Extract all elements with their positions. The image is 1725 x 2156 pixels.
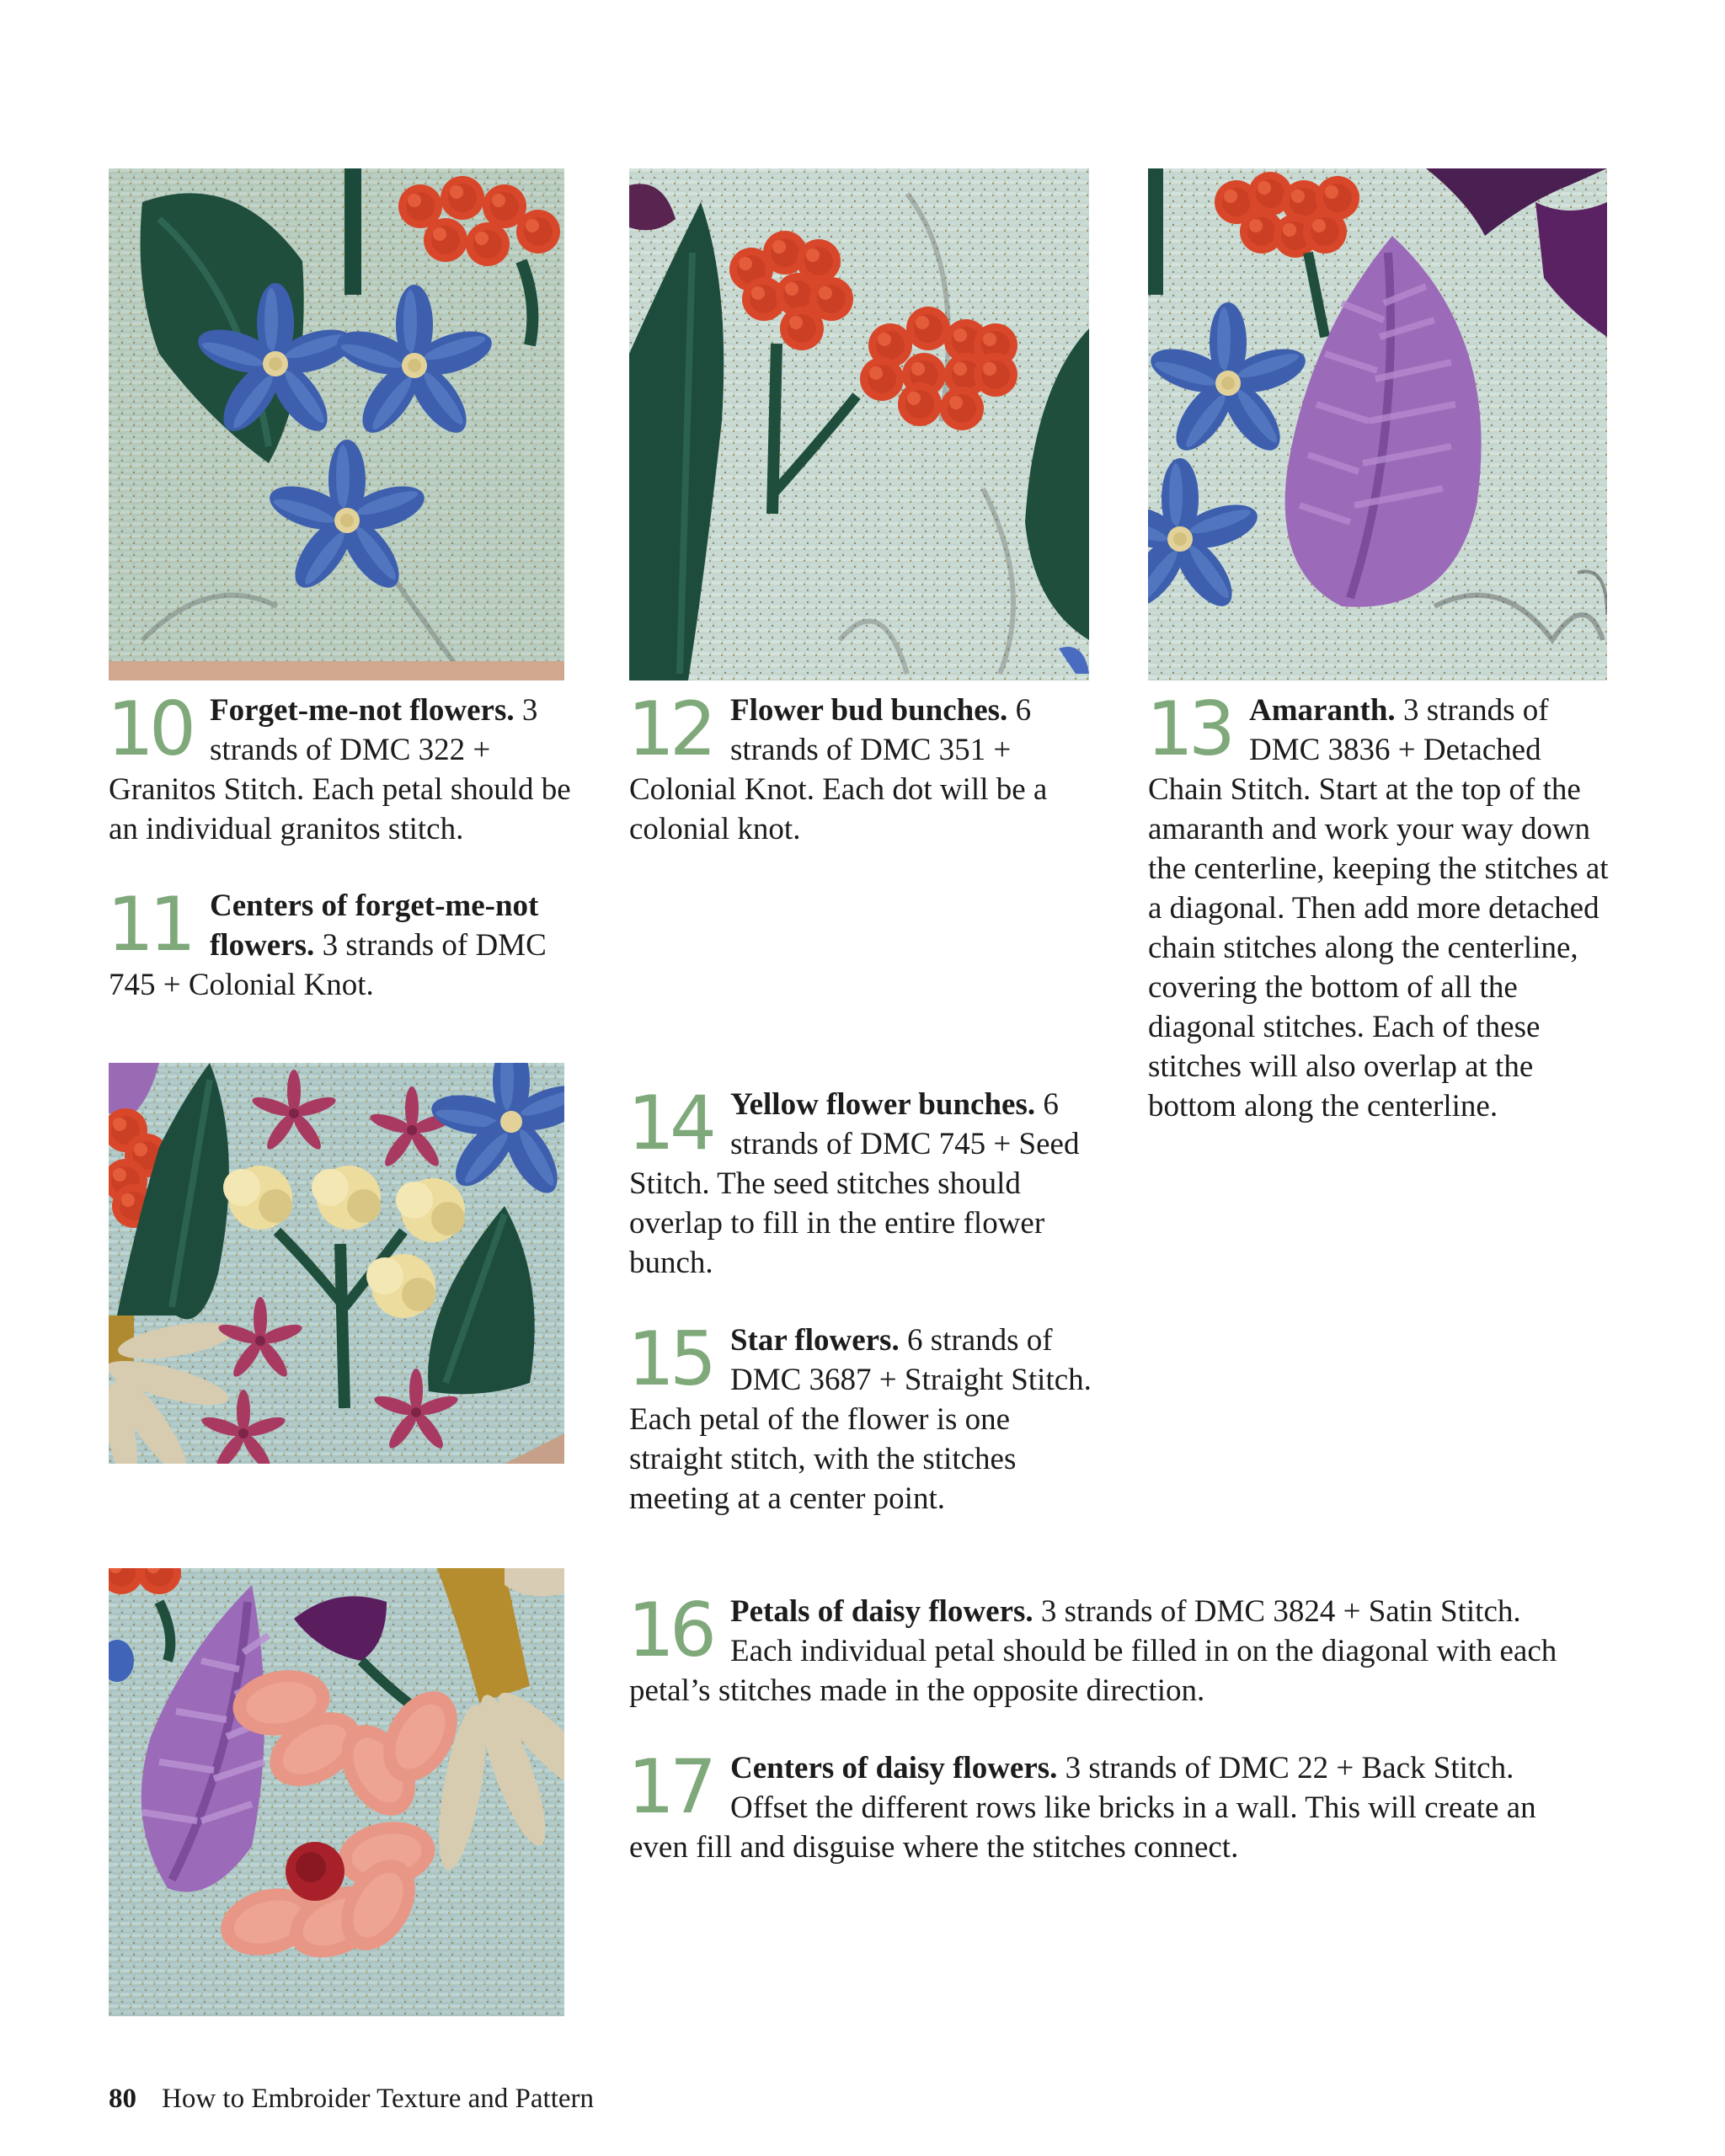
step-title: Amaranth. (1248, 693, 1396, 728)
step-title: Forget-me-not flowers. (209, 693, 515, 728)
step-text: 3 strands of DMC 3836 + Detached Chain Stitch. Start at the top of the amaranth and work your way down the centerline, keeping the stitches at a diagonal. Then add more detached chain stitches along the centerline, covering the bottom of all the diagonal stitches. Each of these stitches will also overlap at the bottom along the centerline. (1148, 693, 1609, 1123)
page-number: 80 (109, 2084, 136, 2114)
step-title: Flower bud bunches. (729, 693, 1008, 728)
running-title: How to Embroider Texture and Pattern (162, 2084, 595, 2114)
step-number: 17 (628, 1743, 712, 1830)
photo-daisy (109, 1568, 564, 2016)
step-number: 11 (107, 881, 191, 968)
step-title: Centers of forget-me-not flowers. (209, 889, 539, 963)
step-title: Yellow flower bunches. (729, 1087, 1036, 1122)
step-number: 16 (628, 1587, 712, 1673)
step-number: 14 (628, 1080, 712, 1166)
photo-forget-me-not (109, 168, 564, 680)
step-14 (628, 1080, 1101, 1283)
step-text: 3 strands of DMC 322 + Granitos Stitch. Each petal should be an individual granitos stitch. (109, 693, 571, 846)
step-text: 6 strands of DMC 745 + Seed Stitch. The seed stitches should overlap to fill in the entire flower bunch. (629, 1087, 1080, 1280)
step-15 (628, 1315, 1101, 1518)
step-13 (1146, 686, 1611, 1126)
photo-flower-buds (629, 168, 1089, 680)
step-text: 3 strands of DMC 22 + Back Stitch. Offset the different rows like bricks in a wall. This will create an even fill and disguise where the stitches connect. (629, 1751, 1536, 1865)
step-16 (628, 1587, 1589, 1710)
step-text: 3 strands of DMC 745 + Colonial Knot. (109, 928, 547, 1002)
step-title: Star flowers. (729, 1323, 900, 1358)
photo-amaranth (1148, 168, 1607, 680)
step-number: 15 (628, 1315, 712, 1402)
step-text: 3 strands of DMC 3824 + Satin Stitch. Each individual petal should be filled in on the diagonal with each petal’s stitches made in the opposite direction. (629, 1594, 1557, 1708)
step-12 (628, 686, 1076, 849)
step-17 (628, 1743, 1589, 1867)
step-number: 12 (628, 686, 712, 772)
page-footer (109, 2084, 594, 2115)
step-number: 13 (1146, 686, 1231, 772)
photo-yellow-bunches (109, 1063, 564, 1464)
step-number: 10 (107, 686, 191, 772)
step-title: Petals of daisy flowers. (729, 1594, 1033, 1629)
step-11 (107, 881, 580, 1005)
step-text: 6 strands of DMC 3687 + Straight Stitch. Each petal of the flower is one straight stitch, with the stitches meeting at a center point. (629, 1323, 1092, 1516)
step-text: 6 strands of DMC 351 + Colonial Knot. Each dot will be a colonial knot. (629, 693, 1048, 846)
step-10 (107, 686, 580, 849)
step-title: Centers of daisy flowers. (729, 1751, 1058, 1785)
